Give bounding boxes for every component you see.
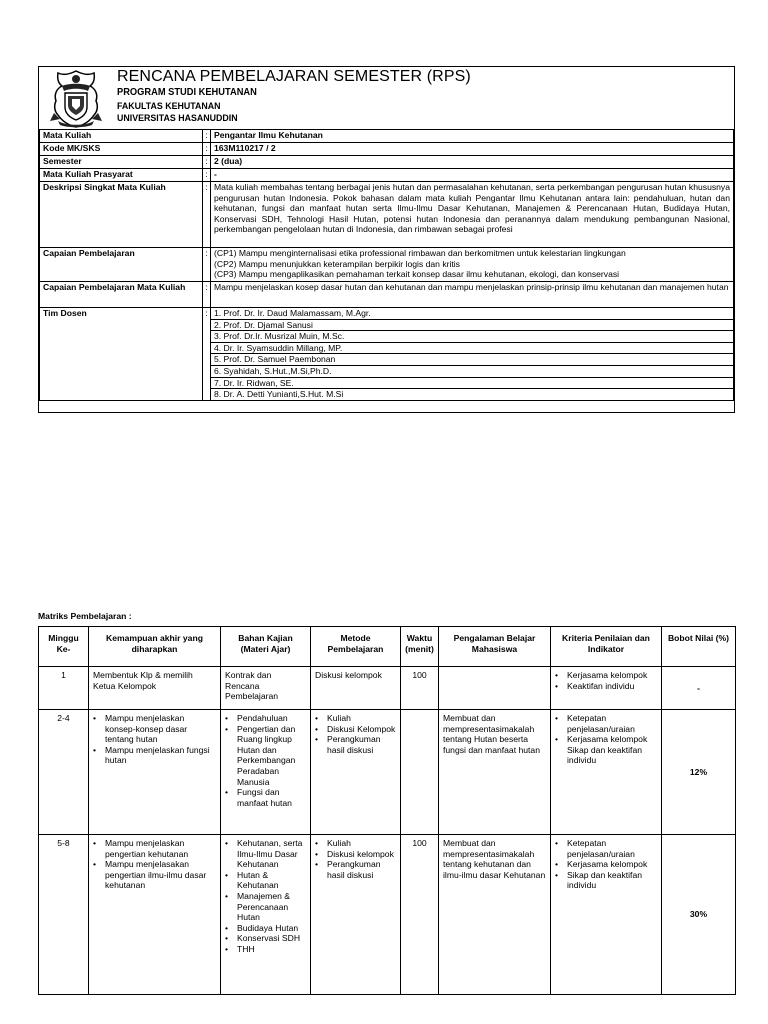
info-colon: : xyxy=(203,156,211,169)
cell-bahan xyxy=(221,835,311,995)
fakultas: FAKULTAS KEHUTANAN xyxy=(117,101,221,112)
info-label: Kode MK/SKS xyxy=(40,143,203,156)
header-bahan: Bahan Kajian (Materi Ajar) xyxy=(221,627,311,667)
list-item: • Perangkuman hasil diskusi xyxy=(325,734,396,755)
cell-kemampuan xyxy=(89,835,221,995)
info-row-capaian xyxy=(40,248,734,282)
document-title: RENCANA PEMBELAJARAN SEMESTER (RPS) xyxy=(117,68,471,85)
cell-waktu: 100 xyxy=(401,835,439,995)
cell-kemampuan: Membentuk Klp & memilih Ketua Kelompok xyxy=(89,667,221,710)
cell-minggu: 5-8 xyxy=(39,835,89,995)
list-item: • Sikap dan keaktifan individu xyxy=(565,870,657,891)
header-minggu: Minggu Ke- xyxy=(39,627,89,667)
dosen-item: 5. Prof. Dr. Samuel Paembonan xyxy=(211,354,733,366)
info-label: Mata Kuliah Prasyarat xyxy=(40,169,203,182)
header-kriteria: Kriteria Penilaian dan Indikator xyxy=(551,627,662,667)
cell-pengalaman: Membuat dan mempresentasimakalah tentang Hutan beserta fungsi dan manfaat hutan xyxy=(439,710,551,835)
matrix-header-row xyxy=(39,627,736,667)
info-value-prasyarat: - xyxy=(211,169,734,182)
list-item: • Diskusi Kelompok xyxy=(325,724,396,735)
learning-matrix-table xyxy=(38,626,736,995)
header-kemampuan: Kemampuan akhir yang diharapkan xyxy=(89,627,221,667)
info-value-semester: 2 (dua) xyxy=(211,156,734,169)
program-studi: PROGRAM STUDI KEHUTANAN xyxy=(117,87,257,98)
dosen-item: 4. Dr. Ir. Syamsuddin Millang, MP. xyxy=(211,343,733,355)
info-colon: : xyxy=(203,248,211,282)
list-item: • Kehutanan, serta Ilmu-Ilmu Dasar Kehutanan xyxy=(235,838,306,870)
cell-minggu: 2-4 xyxy=(39,710,89,835)
cell-bobot: 12% xyxy=(662,710,736,835)
list-item: • THH xyxy=(235,944,306,955)
logo-cell xyxy=(40,68,110,129)
dosen-item: 8. Dr. A. Detti Yunianti,S.Hut. M.Si xyxy=(214,389,344,400)
cp2-text: (CP2) Mampu menunjukkan keterampilan berpikir logis dan kritis xyxy=(214,258,460,269)
cp1-text: (CP1) Mampu menginternalisasi etika professional rimbawan dan berkomitmen untuk kelestarian lingkungan xyxy=(214,248,626,258)
cell-minggu: 1 xyxy=(39,667,89,710)
list-item: • Konservasi SDH xyxy=(235,933,306,944)
cell-metode xyxy=(311,710,401,835)
list-item: • Keaktifan individu xyxy=(565,681,657,692)
info-label: Capaian Pembelajaran Mata Kuliah xyxy=(40,282,203,308)
cell-pengalaman xyxy=(439,667,551,710)
cell-metode: Diskusi kelompok xyxy=(311,667,401,710)
info-value-tim-dosen xyxy=(211,308,734,401)
info-value-mata-kuliah: Pengantar Ilmu Kehutanan xyxy=(211,130,734,143)
list-item: • Budidaya Hutan xyxy=(235,923,306,934)
rps-header-box xyxy=(38,66,735,413)
info-row-tim-dosen xyxy=(40,308,734,401)
cp3-text: (CP3) Mampu mengaplikasikan pemahaman terkait konsep dasar ilmu kehutanan, ekologi, dan konservasi xyxy=(214,269,620,280)
dosen-item: 6. Syahidah, S.Hut.,M.Si,Ph.D. xyxy=(211,366,733,378)
list-item: • Kuliah xyxy=(325,838,396,849)
cell-bahan: Kontrak dan Rencana Pembelajaran xyxy=(221,667,311,710)
info-label: Mata Kuliah xyxy=(40,130,203,143)
header-waktu: Waktu (menit) xyxy=(401,627,439,667)
info-colon: : xyxy=(203,308,211,401)
list-item: • Pendahuluan xyxy=(235,713,306,724)
cell-kriteria xyxy=(551,667,662,710)
list-item: • Kerjasama kelompok xyxy=(565,670,657,681)
info-row-mata-kuliah xyxy=(40,130,734,143)
dosen-item: 3. Prof. Dr.Ir. Musrizal Muin, M.Sc. xyxy=(211,331,733,343)
list-item: • Diskusi kelompok xyxy=(325,849,396,860)
universitas: UNIVERSITAS HASANUDDIN xyxy=(117,113,238,124)
list-item: • Kuliah xyxy=(325,713,396,724)
cell-kriteria xyxy=(551,835,662,995)
list-item: • Kerjasama kelompok Sikap dan keaktifan individu xyxy=(565,734,657,766)
list-item: • Ketepatan penjelasan/uraian xyxy=(565,713,657,734)
info-row-prasyarat xyxy=(40,169,734,182)
info-colon: : xyxy=(203,282,211,308)
info-label: Tim Dosen xyxy=(40,308,203,401)
cell-bobot: - xyxy=(662,667,736,710)
header-pengalaman: Pengalaman Belajar Mahasiswa xyxy=(439,627,551,667)
list-item: • Fungsi dan manfaat hutan xyxy=(235,787,306,808)
list-item: • Pengertian dan Ruang lingkup Hutan dan Perkembangan Peradaban Manusia xyxy=(235,724,306,788)
table-row xyxy=(39,710,736,835)
dosen-item: 7. Dr. Ir. Ridwan, SE. xyxy=(211,378,733,390)
dosen-item: 2. Prof. Dr. Djamal Sanusi xyxy=(211,320,733,332)
info-label: Semester xyxy=(40,156,203,169)
cell-metode xyxy=(311,835,401,995)
cell-bobot: 30% xyxy=(662,835,736,995)
info-label: Deskripsi Singkat Mata Kuliah xyxy=(40,182,203,248)
list-item: • Mampu menjelaskan pengertian kehutanan xyxy=(103,838,216,859)
info-colon: : xyxy=(203,182,211,248)
info-colon: : xyxy=(203,143,211,156)
matriks-pembelajaran-label: Matriks Pembelajaran : xyxy=(38,611,132,621)
list-item: • Mampu menjelaskan konsep-konsep dasar tentang hutan xyxy=(103,713,216,745)
header-metode: Metode Pembelajaran xyxy=(311,627,401,667)
dosen-item: 1. Prof. Dr. Ir. Daud Malamassam, M.Agr. xyxy=(211,308,733,320)
info-row-deskripsi xyxy=(40,182,734,248)
info-value-kode: 163M110217 / 2 xyxy=(211,143,734,156)
list-item: • Mampu menjelasakan pengertian ilmu-ilmu dasar kehutanan xyxy=(103,859,216,891)
list-item: • Hutan & Kehutanan xyxy=(235,870,306,891)
cell-waktu: 100 xyxy=(401,667,439,710)
info-colon: : xyxy=(203,130,211,143)
cell-kriteria xyxy=(551,710,662,835)
table-row xyxy=(39,835,736,995)
list-item: • Perangkuman hasil diskusi xyxy=(325,859,396,880)
info-value-capaian-mk: Mampu menjelaskan kosep dasar hutan dan kehutanan dan mampu menjelaskan prinsip-prinsip ilmu kehutanan dan manajemen hutan xyxy=(211,282,734,308)
cell-waktu xyxy=(401,710,439,835)
list-item: • Manajemen & Perencanaan Hutan xyxy=(235,891,306,923)
list-item: • Kerjasama kelompok xyxy=(565,859,657,870)
info-row-capaian-mk xyxy=(40,282,734,308)
university-seal-logo xyxy=(48,69,104,129)
info-colon: : xyxy=(203,169,211,182)
list-item: • Ketepatan penjelasan/uraian xyxy=(565,838,657,859)
info-value-deskripsi: Mata kuliah membahas tentang berbagai jenis hutan dan permasalahan kehutanan, serta perkembangan pengurusan hutan khususnya pengurusan hutan Indonesia. Pokok bahasan dalam mata kuliah Pengantar Ilmu Kehutanan antara lain: pendahuluan, hutan dan kehutanan, fungsi dan manfaat hutan serta Ilmu-Ilmu Dasar Kehutanan, Manajemen & Perencanaan Hutan, Budidaya Hutan, Konservasi SDH, Tehnologi Hasil Hutan, potensi hutan Indonesia dan peranannya dalam mendukung pembangunan Nasional, perkembangan pengelolaan hutan di Indonesia, dan rimbawan sebagai profesi xyxy=(211,182,734,248)
cell-pengalaman: Membuat dan mempresentasimakalah tentang kehutanan dan ilmu-ilmu dasar Kehutanan xyxy=(439,835,551,995)
list-item: • Mampu menjelaskan fungsi hutan xyxy=(103,745,216,766)
info-row-semester xyxy=(40,156,734,169)
table-row xyxy=(39,667,736,710)
cell-bahan xyxy=(221,710,311,835)
course-info-table xyxy=(39,129,734,401)
info-label: Capaian Pembelajaran xyxy=(40,248,203,282)
info-value-capaian xyxy=(211,248,734,282)
cell-kemampuan xyxy=(89,710,221,835)
header-bobot: Bobot Nilai (%) xyxy=(662,627,736,667)
info-row-kode xyxy=(40,143,734,156)
